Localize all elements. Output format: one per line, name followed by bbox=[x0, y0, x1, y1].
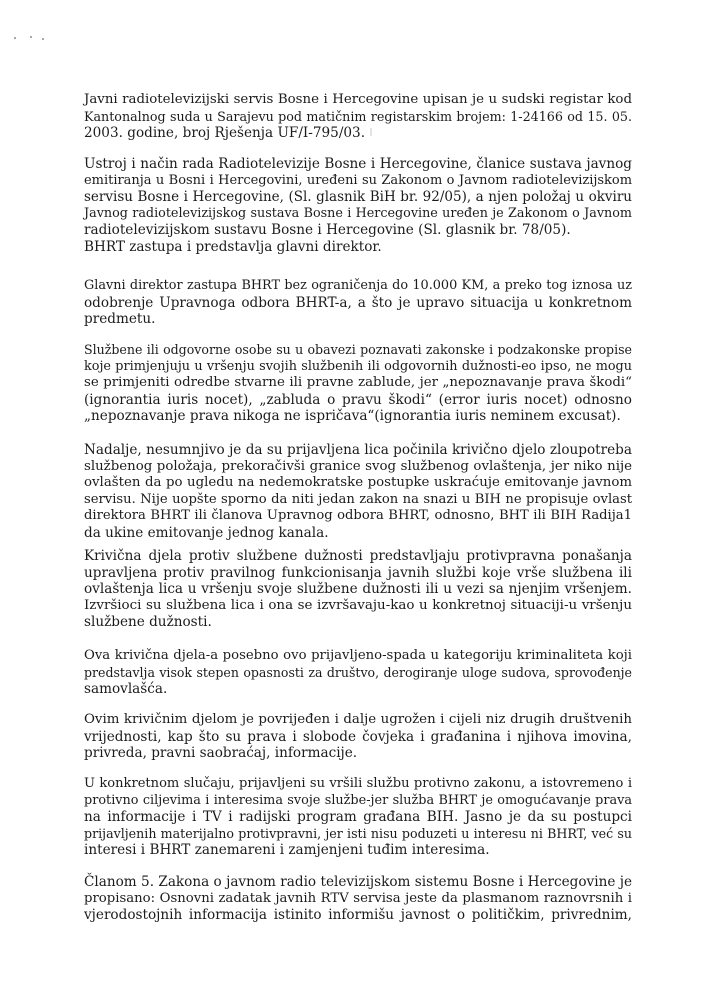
paragraph-2 bbox=[84, 156, 632, 255]
paragraph-line: Kantonalnog suda u Sarajevu pod matičnim registarskim brojem: 1-24166 od 15. 05. bbox=[84, 108, 632, 124]
paragraph-line: Krivična djela protiv službene dužnosti predstavljaju protivpravna ponašanja bbox=[84, 548, 632, 564]
paragraph-line: U konkretnom slučaju, prijavljeni su vršili službu protivno zakonu, a istovremeno i bbox=[84, 776, 632, 791]
paragraph-line: protivno ciljevima i interesima svoje službe-jer služba BHRT je omogućavanje prava bbox=[84, 792, 632, 808]
paragraph-line: vrijednosti, kap što su prava i slobode čovjeka i građanina i njihova imovina, bbox=[84, 728, 632, 745]
paragraph-line: BHRT zastupa i predstavlja glavni direktor. bbox=[84, 238, 382, 255]
paragraph-line: Izvršioci su službena lica i ona se izvršavaju-kao u konkretnoj situaciji-u vršenju bbox=[84, 597, 632, 613]
paragraph-line: radiotelevizijskom sustavu Bosne i Hercegovine (Sl. glasnik br. 78/05). bbox=[84, 222, 571, 238]
scan-artifact bbox=[12, 36, 52, 40]
paragraph-line: Članom 5. Zakona o javnom radio televizijskom sistemu Bosne i Hercegovine je bbox=[84, 874, 632, 890]
paragraph-line: 2003. godine, broj Rješenja UF/I-795/03. bbox=[84, 125, 366, 141]
paragraph-line: predmetu. bbox=[84, 311, 156, 327]
paragraph-line: Službene ili odgovorne osobe su u obavezi poznavati zakonske i podzakonske propise bbox=[84, 342, 632, 357]
paragraph-line: interesi i BHRT zanemareni i zamjenjeni tuđim interesima. bbox=[84, 842, 490, 858]
paragraph-line: Javni radiotelevizijski servis Bosne i Hercegovine upisan je u sudski registar kod bbox=[84, 92, 632, 107]
paragraph-line: Ova krivična djela-a posebno ovo prijavljeno-spada u kategoriju kriminaliteta koji bbox=[84, 648, 632, 663]
paragraph-9 bbox=[84, 776, 632, 859]
paragraph-line: direktora BHRT ili članova Upravnog odbora BHRT, odnosno, BHT ili BIH Radija1 bbox=[84, 508, 632, 523]
paragraph-line: upravljena protiv pravilnog funkcionisanja javnih službi koje vrše službena ili bbox=[84, 564, 632, 581]
paragraph-line: privreda, pravni saobraćaj, informacije. bbox=[84, 745, 358, 761]
paragraph-1 bbox=[84, 92, 632, 142]
paragraph-line: Nadalje, nesumnjivo je da su prijavljena lica počinila krivično djelo zloupotreba bbox=[84, 442, 632, 458]
paragraph-7 bbox=[84, 648, 632, 698]
paragraph-line: Javnog radiotelevizijskog sustava Bosne i Hercegovine uređen je Zakonom o Javnom bbox=[84, 205, 632, 221]
paragraph-line: Ustroj i način rada Radiotelevizije Bosne i Hercegovine, članice sustava javnog bbox=[84, 156, 632, 172]
paragraph-line: odobrenje Upravnoga odbora BHRT-a, a što je upravo situacija u konkretnom bbox=[84, 294, 632, 311]
paragraph-line: predstavlja visok stepen opasnosti za društvo, derogiranje uloge sudova, sprovođenje bbox=[84, 664, 632, 680]
paragraph-line: „nepoznavanje prava nikoga ne ispričava“(ignorantia iuris neminem excusat). bbox=[84, 408, 621, 424]
paragraph-line: servisu Bosne i Hercegovine, (Sl. glasnik BiH br. 92/05), a njen položaj u okviru bbox=[84, 189, 632, 205]
paragraph-line: ovlaštenja lica u vršenju svoje službene dužnosti ili u vezi sa njenjim vršenjem. bbox=[84, 581, 632, 597]
paragraph-5 bbox=[84, 442, 632, 541]
paragraph-line: samovlašća. bbox=[84, 681, 168, 697]
paragraph-10 bbox=[84, 874, 632, 924]
paragraph-line: vjerodostojnih informacija istinito informišu javnost o političkim, privrednim, bbox=[84, 907, 632, 923]
paragraph-line: propisano: Osnovni zadatak javnih RTV servisa jeste da plasmanom raznovrsnih i bbox=[84, 890, 632, 906]
paragraph-line: emitiranja u Bosni i Hercegovini, uređeni su Zakonom o Javnom radiotelevizijskom bbox=[84, 172, 632, 188]
paragraph-line: koje primjenjuju u vršenju svojih službenih ili odgovornih dužnosti-eo ipso, ne mogu bbox=[84, 358, 632, 374]
paragraph-line: na informacije i TV i radijski program građana BIH. Jasno je da su postupci bbox=[84, 809, 632, 825]
paragraph-8 bbox=[84, 712, 632, 762]
paragraph-line: servisu. Nije uopšte sporno da niti jedan zakon na snazi u BIH ne propisuje ovlast bbox=[84, 491, 632, 507]
paragraph-line: ovlašten da po ugledu na nedemokratske postupke uskraćuje emitovanje javnom bbox=[84, 475, 632, 490]
paragraph-line: se primjeniti odredbe stvarne ili pravne zablude, jer „nepoznavanje prava škodi“ bbox=[84, 375, 632, 390]
paragraph-line: (ignorantia iuris nocet), „zabluda o pravu škodi“ (error iuris nocet) odnosno bbox=[84, 391, 632, 408]
paragraph-3 bbox=[84, 278, 632, 328]
paragraph-line: službenog položaja, prekoračivši granice svog službenog ovlaštenja, jer niko nije bbox=[84, 458, 632, 474]
paragraph-6 bbox=[84, 548, 632, 631]
paragraph-line: Ovim krivičnim djelom je povrijeđen i dalje ugrožen i cijeli niz drugih društvenih bbox=[84, 712, 632, 727]
paragraph-4 bbox=[84, 342, 632, 425]
paragraph-line: Glavni direktor zastupa BHRT bez ograničenja do 10.000 KM, a preko tog iznosa uz bbox=[84, 278, 632, 293]
paragraph-line: prijavljenih materijalno protivpravni, jer isti nisu poduzeti u interesu ni BHRT, već su bbox=[84, 825, 632, 841]
paragraph-line: službene dužnosti. bbox=[84, 614, 212, 630]
paragraph-line: da ukine emitovanje jednog kanala. bbox=[84, 524, 329, 541]
